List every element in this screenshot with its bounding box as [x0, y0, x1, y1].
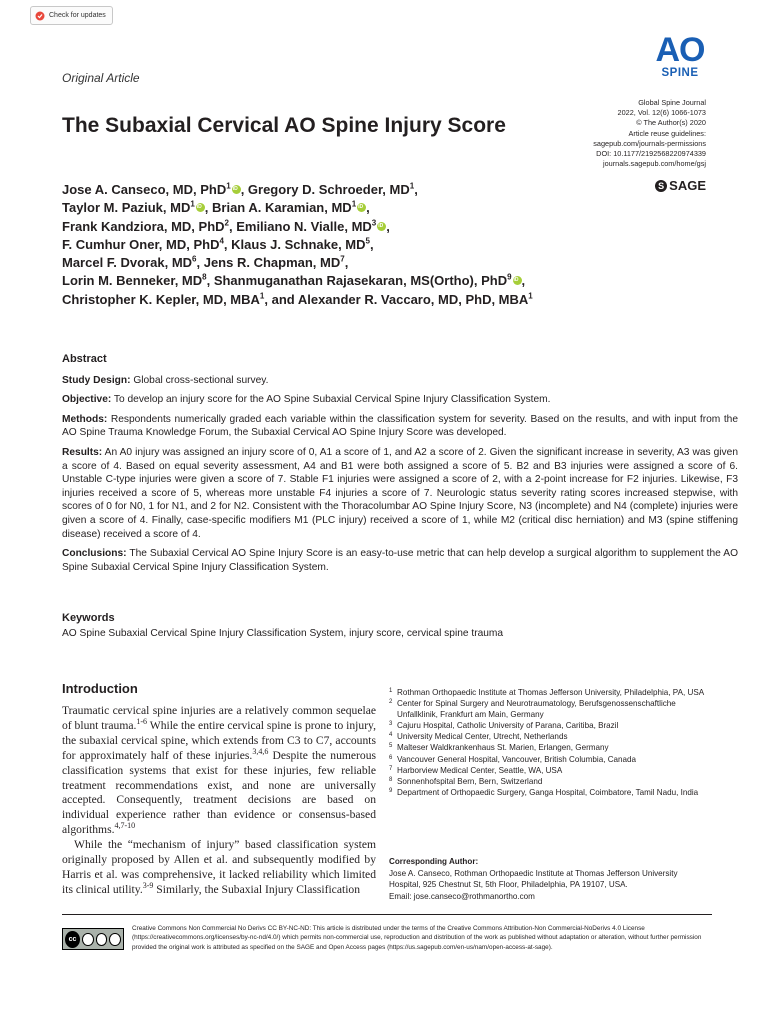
affiliation-ref: 1: [351, 199, 357, 209]
affiliation-text: Vancouver General Hospital, Vancouver, British Columbia, Canada: [397, 754, 637, 764]
separator: ,: [366, 200, 370, 216]
author-name: Marcel F. Dvorak, MD: [62, 255, 193, 271]
check-for-updates-label: Check for updates: [49, 12, 106, 19]
citation[interactable]: 4,7-10: [114, 821, 136, 831]
label: Results:: [62, 446, 103, 458]
author-name: , Emiliano N. Vialle, MD: [228, 218, 372, 234]
journal-doi[interactable]: DOI: 10.1177/2192568220974339: [596, 149, 706, 159]
journal-guidelines: Article reuse guidelines:: [628, 128, 706, 138]
text: An A0 injury was assigned an injury score of 0, A1 a score of 1, and A2 a score of 2. Given the significant increase in severity, A3 was given a score of 4. Based on equal severity assessment, A4 and B1 were both assigned a score of 5. B2 and B3 injuries were assigned a score of 6. Unstable C-type injuries were given a score of 7. Stable F1 injuries were assigned a score of 2, with a 2-point increase for F2 injuries. Likewise, F3 injuries received a score of 5, whereas more unstable F4 injuries a score of 7. Neurologic status severity rating scores increased stepwise, with scores of 0 for N0, 1 for N1, and 2 for N2. Consistent with the Thoracolumbar AO Spine Injury Score, N3 (incomplete) and N4 (complete) injuries were given a score of 4. Finally, case-specific modifiers M1 (PLC injury) received a score of 1, while M2 (critical disc herniation) and M3 (spine stiffening disease) received a score of 4.: [62, 446, 738, 540]
corresponding-author: [389, 856, 711, 902]
nd-icon: [109, 933, 121, 946]
abstract-methods: [62, 413, 738, 440]
author-name: , Brian A. Karamian, MD: [204, 200, 352, 216]
corresponding-heading: Corresponding Author:: [389, 857, 479, 866]
separator: ,: [369, 236, 374, 252]
affiliation-ref: 1: [226, 181, 231, 191]
article-title: The Subaxial Cervical AO Spine Injury Score: [62, 114, 506, 137]
abstract-conclusions: [62, 547, 738, 574]
affiliation-ref: 1: [409, 181, 415, 191]
cc-license-badge[interactable]: [62, 928, 124, 950]
affiliation-ref: 1: [190, 199, 195, 209]
abstract-section: [62, 353, 738, 580]
text: Respondents numerically graded each variable within the classification system for severity. Based on the results, and with input from the AO Spine Trauma Knowledge Forum, the Subaxial Cervical AO Spine Injury Score was developed.: [62, 413, 738, 439]
author-name: , Gregory D. Schroeder, MD: [240, 182, 410, 197]
affiliation-ref: 6: [192, 254, 197, 264]
affiliation-text: Center for Spinal Surgery and Neurotraumatology, Berufsgenossenschaftliche Unfallklinik, Frankfurt am Main, Germany: [397, 699, 676, 720]
affiliation-item: [389, 776, 711, 787]
abstract-heading: Abstract: [62, 353, 107, 365]
affiliation-number: 7: [389, 765, 393, 772]
affiliation-ref: 5: [365, 236, 370, 246]
affiliation-item: [389, 687, 711, 698]
affiliation-text: University Medical Center, Utrecht, Netherlands: [397, 732, 568, 742]
keywords-heading: Keywords: [62, 612, 115, 624]
ao-spine-logo: [652, 33, 708, 83]
text: While the “mechanism of injury” based classification system originally proposed by Allen et al. and subsequently modified by Harris et al. was comprehensive, it lacked reliability which limited its clinical utility.: [62, 838, 376, 896]
cc-icon: cc: [65, 931, 80, 948]
separator: ,: [344, 255, 349, 271]
affiliation-number: 1: [389, 688, 393, 694]
affiliation-number: 2: [389, 699, 393, 706]
article-type: Original Article: [62, 71, 140, 85]
orcid-icon[interactable]: [196, 203, 205, 212]
text: Global cross-sectional survey.: [130, 374, 269, 386]
journal-name: Global Spine Journal: [638, 98, 706, 107]
affiliation-ref: 1: [528, 291, 533, 301]
affiliation-text: Department of Orthopaedic Surgery, Ganga Hospital, Coimbatore, Tamil Nadu, India: [397, 787, 699, 797]
author-name: , Shanmuganathan Rajasekaran, MS(Ortho), PhD: [206, 273, 508, 289]
author-line: [62, 199, 642, 217]
keywords-text: AO Spine Subaxial Cervical Spine Injury Classification System, injury score, cervical spine trauma: [62, 628, 504, 639]
affiliation-ref: 7: [340, 254, 345, 264]
separator: ,: [386, 218, 390, 234]
text: To develop an injury score for the AO Spine Subaxial Cervical Spine Injury Classification System.: [111, 394, 551, 406]
affiliation-text: Cajuru Hospital, Catholic University of Parana, Caritiba, Brazil: [397, 721, 619, 731]
corresponding-email[interactable]: Email: jose.canseco@rothmanortho.com: [389, 891, 535, 901]
intro-paragraph: [62, 838, 376, 898]
text: Traumatic cervical spine injuries are a relatively common sequelae of blunt trauma.: [62, 704, 376, 732]
label: Objective:: [62, 394, 112, 406]
author-line: [62, 291, 642, 309]
affiliation-ref: 4: [219, 236, 224, 246]
affiliations-list: [389, 687, 711, 798]
logo-spine: SPINE: [661, 67, 699, 79]
text: Despite the numerous classification systems that exist for these injuries, few reliable treatment recommendations exist, and none are universally accepted. Consequently, treatment decisions are based on individual experience rather than evidence or consensus-based algorithms.: [62, 748, 377, 837]
affiliation-number: 9: [389, 787, 393, 794]
affiliation-ref: 1: [259, 291, 265, 301]
author-name: Taylor M. Paziuk, MD: [62, 200, 191, 216]
affiliation-number: 4: [389, 732, 393, 739]
separator: ,: [414, 182, 418, 197]
affiliation-item: [389, 742, 711, 753]
affiliation-item: [389, 754, 711, 765]
affiliation-ref: 8: [202, 273, 207, 283]
author-list: [62, 181, 642, 309]
affiliation-number: 8: [389, 776, 393, 783]
introduction-section: [62, 681, 376, 898]
affiliation-item: [389, 787, 711, 798]
affiliation-ref: 3: [371, 218, 377, 228]
nc-icon: [96, 933, 108, 946]
affiliation-text: Sonnenhofspital Bern, Bern, Switzerland: [397, 776, 543, 786]
affiliation-text: Rothman Orthopaedic Institute at Thomas Jefferson University, Philadelphia, PA, USA: [397, 688, 705, 697]
journal-permissions-link[interactable]: sagepub.com/journals-permissions: [593, 138, 706, 148]
author-name: Christopher K. Kepler, MD, MBA: [62, 291, 260, 307]
affiliation-item: [389, 731, 711, 742]
author-name: F. Cumhur Oner, MD, PhD: [62, 236, 220, 252]
sage-label: SAGE: [669, 178, 706, 193]
affiliation-item: [389, 698, 711, 720]
author-name: Frank Kandziora, MD, PhD: [62, 218, 225, 234]
corresponding-text: Jose A. Canseco, Rothman Orthopaedic Institute at Thomas Jefferson University Hospital, 925 Chestnut St, 5th Floor, Philadelphia, PA 19107, USA.: [389, 868, 678, 890]
author-name: Jose A. Canseco, MD, PhD: [62, 182, 227, 197]
affiliation-text: Malteser Waldkrankenhaus St. Marien, Erlangen, Germany: [397, 743, 609, 753]
author-line: [62, 181, 642, 199]
orcid-icon[interactable]: [513, 276, 522, 285]
author-name: , and Alexander R. Vaccaro, MD, PhD, MBA: [264, 291, 529, 307]
keywords-section: [62, 612, 738, 639]
citation[interactable]: 3-9: [142, 881, 154, 891]
text: Similarly, the Subaxial Injury Classification: [153, 882, 361, 896]
author-line: [62, 272, 642, 290]
author-line: [62, 236, 642, 254]
label: Study Design:: [62, 374, 131, 386]
abstract-results: [62, 446, 738, 541]
sage-icon: S: [655, 180, 667, 192]
update-icon: [35, 11, 45, 21]
orcid-icon[interactable]: [377, 222, 386, 231]
orcid-icon[interactable]: [357, 203, 366, 212]
affiliation-ref: 2: [224, 218, 229, 228]
citation[interactable]: 1-6: [136, 717, 148, 727]
license-text: Creative Commons Non Commercial No Derivs CC BY-NC-ND: This article is distributed under the terms of the Creative Commons Attribution-Non Commercial-NoDerivs 4.0 License (https://creativecommons.org/licenses/by-nc-nd/4.0/) which permits non-commercial use, reproduction and distribution of the work as published without adaptation or alteration, without further permission provided the original work is attributed as specified on the SAGE and Open Access pages (https://us.sagepub.com/en-us/nam/open-access-at-sage).: [132, 925, 702, 951]
affiliation-ref: 9: [507, 273, 512, 283]
footer-divider: [62, 914, 712, 915]
author-line: [62, 254, 642, 272]
author-name: Lorin M. Benneker, MD: [62, 273, 203, 289]
affiliation-number: 3: [389, 721, 393, 728]
logo-ao: AO: [655, 31, 705, 69]
by-icon: [82, 933, 94, 946]
intro-paragraph: [62, 704, 376, 838]
author-name: , Klaus J. Schnake, MD: [223, 236, 366, 252]
journal-info: [516, 98, 706, 169]
citation[interactable]: 3,4,6: [252, 746, 269, 756]
label: Methods:: [62, 413, 108, 425]
separator: ,: [521, 273, 526, 289]
affiliation-number: 6: [389, 754, 393, 761]
author-line: [62, 218, 642, 236]
orcid-icon[interactable]: [232, 185, 241, 194]
journal-url[interactable]: journals.sagepub.com/home/gsj: [602, 159, 706, 169]
abstract-objective: [62, 393, 738, 407]
affiliation-text: Harborview Medical Center, Seattle, WA, USA: [397, 765, 563, 775]
abstract-study-design: [62, 374, 738, 388]
check-for-updates-button[interactable]: [30, 6, 113, 25]
affiliation-number: 5: [389, 743, 393, 750]
text: While the entire cervical spine is prone to injury, the subaxial cervical spine, which extends from C3 to C7, accounts for approximately half of these injuries.: [62, 718, 377, 762]
journal-copyright: © The Author(s) 2020: [636, 118, 706, 128]
journal-volume: 2022, Vol. 12(6) 1066-1073: [617, 108, 706, 118]
author-name: , Jens R. Chapman, MD: [196, 255, 341, 271]
sage-logo: [655, 178, 706, 193]
introduction-heading: Introduction: [62, 681, 138, 696]
label: Conclusions:: [62, 548, 127, 560]
affiliation-item: [389, 720, 711, 731]
affiliation-item: [389, 765, 711, 776]
text: The Subaxial Cervical AO Spine Injury Score is an easy-to-use metric that can help develop a surgical algorithm to supplement the AO Spine Subaxial Cervical Spine Injury Classification System.: [62, 548, 738, 573]
